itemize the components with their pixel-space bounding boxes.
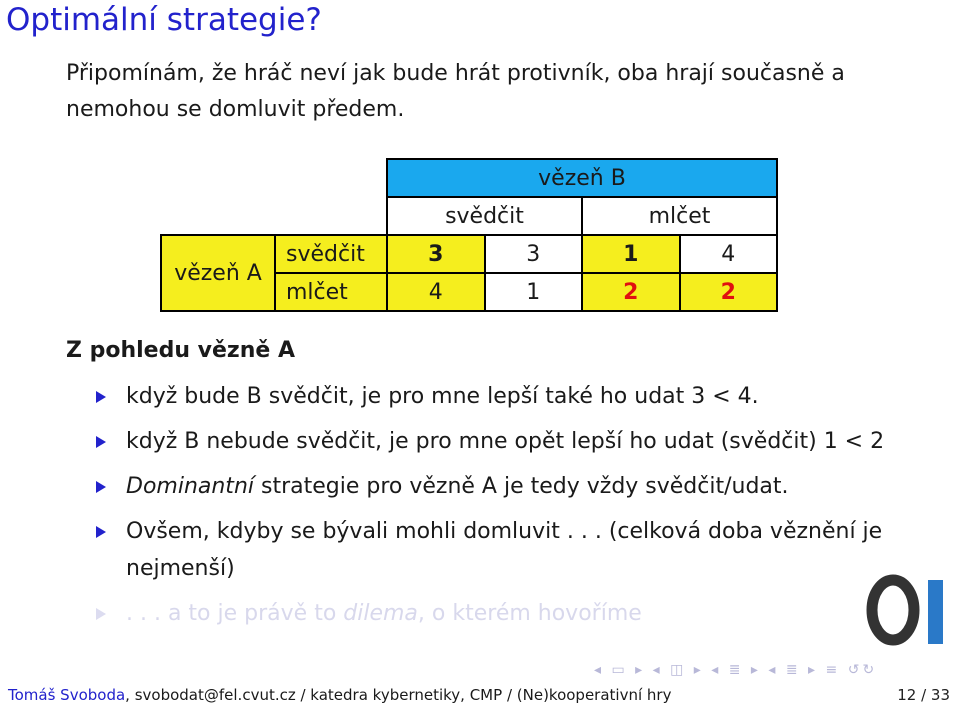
list-item [92,513,892,587]
payoff-cell: 3 [387,235,485,273]
payoff-matrix [160,158,778,312]
triangle-bullet-icon [96,481,106,493]
col-header-svedcit: svědčit [387,197,582,235]
col-header-mlcet: mlčet [582,197,777,235]
payoff-cell: 2 [680,273,778,311]
list-item [92,423,892,460]
payoff-cell: 4 [680,235,778,273]
triangle-bullet-icon [96,436,106,448]
slide-title: Optimální strategie? [6,2,322,38]
list-item [92,595,892,632]
page-number: 12 / 33 [897,686,950,704]
payoff-cell: 3 [485,235,583,273]
intro-text: Připomínám, že hráč neví jak bude hrát protivník, oba hrají současně a nemohou se domluvit předem. [66,61,845,122]
footer-info: , svobodat@fel.cvut.cz / katedra kybernetiky, CMP / (Ne)kooperativní hry [125,686,672,704]
item-text: , o kterém hovoříme [417,601,642,626]
row-label-mlcet: mlčet [275,273,387,311]
item-text: Ovšem, kdyby se bývali mohli domluvit . . . (celková doba věznění je nejmenší) [126,519,883,581]
triangle-bullet-icon [96,608,106,620]
triangle-bullet-icon [96,526,106,538]
item-emphasis: Dominantní [126,474,254,499]
payoff-cell: 4 [387,273,485,311]
row-label-svedcit: svědčit [275,235,387,273]
payoff-cell: 1 [582,235,680,273]
triangle-bullet-icon [96,391,106,403]
item-text: když bude B svědčit, je pro mne lepší také ho udat 3 < 4. [126,384,759,409]
blank-cell [161,197,387,235]
item-text: když B nebude svědčit, je pro mne opět lepší ho udat (svědčit) 1 < 2 [126,429,885,454]
university-logo-icon [866,572,952,648]
item-text: . . . a to je právě to [126,601,344,626]
payoff-cell: 1 [485,273,583,311]
player-a-header: vězeň A [161,235,275,311]
author-name: Tomáš Svoboda [8,686,126,704]
list-item [92,468,892,505]
item-text: strategie pro vězně A je tedy vždy svědčit/udat. [254,474,789,499]
list-item [92,378,892,415]
bullet-list [92,378,892,640]
payoff-cell: 2 [582,273,680,311]
player-b-header: vězeň B [387,159,777,197]
footer [8,686,950,704]
section-heading: Z pohledu vězně A [66,338,296,363]
blank-cell [161,159,387,197]
navigation-controls[interactable]: ◂ ▭ ▸ ◂ ◫ ▸ ◂ ≣ ▸ ◂ ≣ ▸ ≡ ↺↻ [594,662,878,678]
item-emphasis: dilema [343,601,418,626]
